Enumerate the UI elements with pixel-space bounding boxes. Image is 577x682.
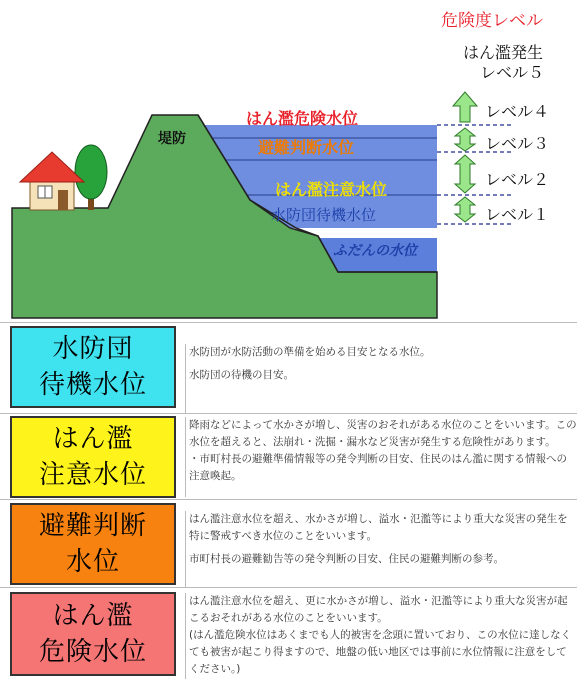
label-flood-caution-water-level [10, 416, 176, 498]
label-danger-line2: 危険水位 [38, 637, 147, 667]
house-icon [20, 152, 84, 210]
desc-evacuation-text-2: 市町村長の避難勧告等の発令判断の目安、住民の避難判断の参考。 [189, 553, 504, 565]
label-danger-line1: はん濫 [52, 601, 134, 631]
label-evacuation-water-level [10, 503, 176, 585]
level5-label-line2: レベル５ [480, 63, 545, 82]
level1-label: レベル１ [485, 205, 550, 224]
water-level-evacuation-label: 避難判断水位 [258, 138, 355, 157]
tree-icon [75, 145, 107, 199]
desc-standby-text-2: 水防団の待機の目安。 [189, 369, 294, 381]
desc-caution-text-2: ・市町村長の避難準備情報等の発令判断の目安、住民のはん濫に関する情報への注意喚起。 [189, 453, 567, 482]
water-level-standby-label: 水防団待機水位 [271, 206, 377, 224]
desc-evacuation-water-level [185, 511, 577, 587]
water-level-normal-label: ふだんの水位 [333, 243, 417, 259]
desc-flood-caution-water-level [185, 417, 577, 497]
desc-caution-text-1: 降雨などによって水かさが増し、災害のおそれがある水位のことをいいます。この水位を超えると、法崩れ・洗掘・漏水など災害が発生する危険性があります。 [189, 419, 577, 448]
label-standby-line2: 待機水位 [38, 370, 147, 400]
desc-danger-text-1: はん濫注意水位を超え、更に水かさが増し、溢水・氾濫等により重大な災害が起こるおそれがある水位のことをいいます。 [189, 595, 568, 624]
label-evacuation-line1: 避難判断 [38, 511, 147, 541]
label-caution-line1: はん濫 [52, 424, 134, 454]
desc-flood-danger-water-level [185, 593, 577, 679]
water-level-flood-caution-label: はん濫注意水位 [275, 180, 388, 199]
level-arrow-3 [455, 128, 475, 151]
level-arrow-1 [455, 197, 475, 222]
label-evacuation-line2: 水位 [65, 547, 120, 577]
desc-standby-water-level [185, 344, 577, 414]
level4-label: レベル４ [485, 102, 550, 121]
level2-label: レベル２ [485, 170, 550, 189]
levee-label: 堤防 [158, 131, 186, 147]
risk-level-heading: 危険度レベル [441, 11, 543, 31]
desc-danger-text-2: (はん濫危険水位はあくまでも人的被害を念頭に置いており、この水位に達しなくても被害が起こり得ますので、地盤の低い地区では事前に水位情報に注意をしてください。) [189, 629, 572, 675]
level-arrow-2 [455, 155, 475, 193]
desc-evacuation-text-1: はん濫注意水位を超え、水かさが増し、溢水・氾濫等により重大な災害の発生を特に警戒すべき水位のことをいいます。 [189, 513, 568, 542]
level3-label: レベル３ [485, 134, 550, 153]
water-level-diagram [0, 0, 577, 320]
level5-label-line1: はん濫発生 [463, 43, 544, 62]
label-standby-water-level [10, 326, 176, 408]
label-standby-line1: 水防団 [52, 334, 134, 364]
level-arrow-4 [453, 92, 477, 122]
water-level-flood-danger-label: はん濫危険水位 [246, 109, 359, 128]
label-caution-line2: 注意水位 [38, 460, 147, 490]
desc-standby-text-1: 水防団が水防活動の準備を始める目安となる水位。 [189, 346, 431, 358]
label-flood-danger-water-level [10, 592, 176, 676]
